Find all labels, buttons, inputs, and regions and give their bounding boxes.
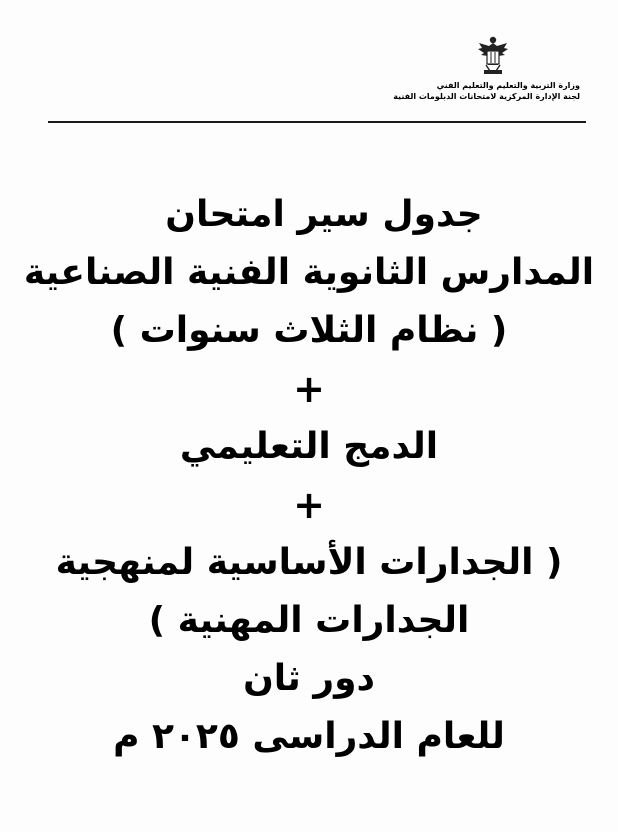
ministry-name: وزارة التربية والتعليم والتعليم الفني bbox=[436, 81, 580, 90]
plus-sign-2: + bbox=[293, 483, 325, 527]
committee-name: لجنة الإدارة المركزية لامتحانات الدبلومات الفنية bbox=[393, 92, 580, 101]
egypt-eagle-emblem-icon bbox=[476, 34, 510, 76]
title-line-3: ( نظام الثلاث سنوات ) bbox=[110, 310, 508, 351]
document-title bbox=[0, 186, 618, 766]
header-divider bbox=[48, 121, 586, 123]
title-line-6: الجدارات المهنية ) bbox=[148, 600, 470, 641]
title-line-2: المدارس الثانوية الفنية الصناعية bbox=[23, 252, 595, 293]
title-line-7: دور ثان bbox=[243, 658, 375, 699]
title-line-8: للعام الدراسى ٢٠٢٥ م bbox=[113, 716, 505, 757]
title-line-5: ( الجدارات الأساسية لمنهجية bbox=[55, 542, 563, 583]
title-line-1: جدول سير امتحان bbox=[165, 194, 483, 235]
title-line-4: الدمج التعليمي bbox=[179, 426, 439, 467]
plus-sign-1: + bbox=[293, 367, 325, 411]
